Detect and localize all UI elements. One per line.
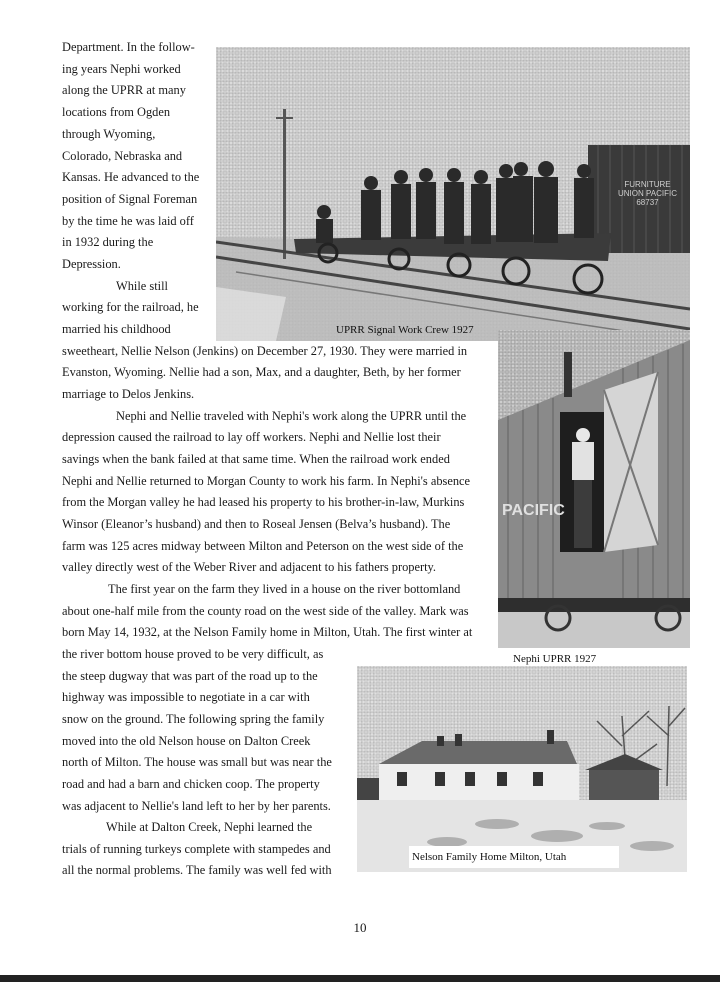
text-line: in 1932 during the — [62, 235, 154, 249]
text-line: savings when the bank failed at that same time. When the railroad work ended — [62, 452, 450, 466]
text-line: moved into the old Nelson house on Dalton Creek — [62, 734, 311, 748]
text-line: marriage to Delos Jenkins. — [62, 387, 195, 401]
text-line: married his childhood — [62, 322, 171, 336]
text-line: Evanston, Wyoming. Nellie had a son, Max, and a daughter, Beth, by her former — [62, 365, 461, 379]
text-line: road and had a barn and chicken coop. The property — [62, 777, 320, 791]
text-line: the steep dugway that was part of the road up to the — [62, 669, 318, 683]
nephi-photo — [498, 330, 690, 648]
text-line: Nephi and Nellie traveled with Nephi's work along the UPRR until the — [116, 409, 467, 423]
home-photo — [357, 666, 687, 872]
text-line: along the UPRR at many — [62, 83, 186, 97]
text-line: depression caused the railroad to lay off workers. Nephi and Nellie lost their — [62, 430, 441, 444]
text-line: trials of running turkeys complete with stampedes and — [62, 842, 331, 856]
text-line: While still — [116, 279, 168, 293]
text-line: by the time he was laid off — [62, 214, 194, 228]
text-line: from the Morgan valley he had leased his property to his brother-in-law, Murkins — [62, 495, 465, 509]
page-number: 10 — [353, 920, 367, 935]
home-photo-caption: Nelson Family Home Milton, Utah — [412, 851, 567, 863]
text-line: The first year on the farm they lived in a house on the river bottomland — [108, 582, 461, 596]
text-line: was adjacent to Nellie's land left to her by her parents. — [62, 799, 331, 813]
text-line: position of Signal Foreman — [62, 192, 198, 206]
boxcar-lettering — [618, 180, 677, 207]
text-line: all the normal problems. The family was well fed with — [62, 863, 332, 877]
text-line: Winsor (Eleanor’s husband) and then to Roseal Jensen (Belva’s husband). The — [62, 517, 451, 531]
text-line: snow on the ground. The following spring the family — [62, 712, 325, 726]
nephi-photo-art — [498, 330, 690, 648]
text-line: Depression. — [62, 257, 121, 271]
crew-photo-caption: UPRR Signal Work Crew 1927 — [336, 324, 474, 336]
text-line: Department. In the follow- — [62, 40, 195, 54]
boxcar-lettering: PACIFIC — [502, 502, 565, 519]
boxcar-text: UNION PACIFIC — [618, 189, 677, 198]
text-line: Colorado, Nebraska and — [62, 149, 183, 163]
text-line: Kansas. He advanced to the — [62, 170, 200, 184]
text-line: born May 14, 1932, at the Nelson Family home in Milton, Utah. The first winter at — [62, 625, 473, 639]
home-photo-art — [357, 666, 687, 872]
page-bottom-edge — [0, 975, 720, 982]
text-line: locations from Ogden — [62, 105, 171, 119]
text-line: highway was impossible to negotiate in a car with — [62, 690, 310, 704]
text-line: farm was 125 acres midway between Milton and Peterson on the west side of the — [62, 539, 464, 553]
text-line: Nephi and Nellie returned to Morgan County to work his farm. In Nephi's absence — [62, 474, 471, 488]
text-line: While at Dalton Creek, Nephi learned the — [106, 820, 313, 834]
text-line: through Wyoming, — [62, 127, 156, 141]
text-line: north of Milton. The house was small but was near the — [62, 755, 332, 769]
text-line: the river bottom house proved to be very difficult, as — [62, 647, 324, 661]
text-line: valley directly west of the Weber River and adjacent to his fathers property. — [62, 560, 437, 574]
text-line: ing years Nephi worked — [62, 62, 181, 76]
boxcar-text: FURNITURE — [624, 180, 671, 189]
text-line: working for the railroad, he — [62, 300, 199, 314]
text-line: about one-half mile from the county road on the west side of the valley. Mark was — [62, 604, 469, 618]
crew-photo — [216, 47, 690, 341]
text-line: sweetheart, Nellie Nelson (Jenkins) on December 27, 1930. They were married in — [62, 344, 468, 358]
boxcar-text: 68737 — [636, 198, 659, 207]
nephi-photo-caption: Nephi UPRR 1927 — [513, 653, 597, 665]
